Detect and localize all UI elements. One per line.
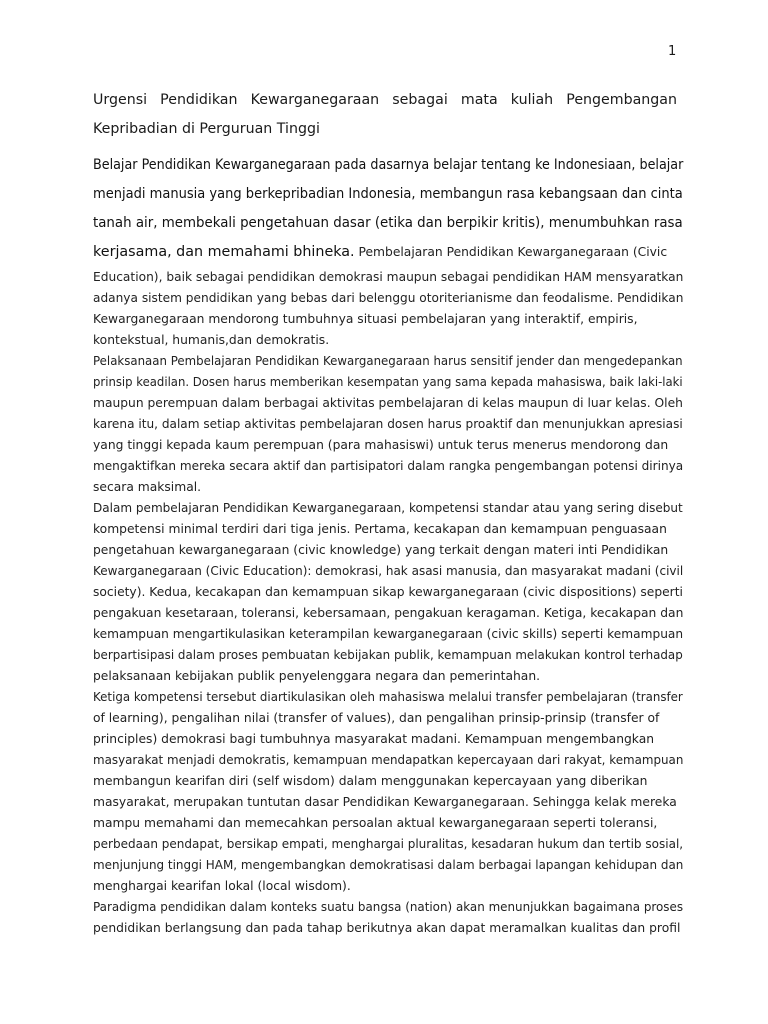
body-text-line [93,624,684,645]
line-text: Kewarganegaraan mendorong tumbuhnya situasi pembelajaran yang interaktif, empiris, [93,312,638,326]
line-text: mampu memahami dan memecahkan persoalan aktual kewarganegaraan seperti toleransi, [93,816,658,830]
line-text: menghargai kearifan lokal (local wisdom). [93,879,351,893]
line-text: masyarakat, merupakan tuntutan dasar Pendidikan Kewarganegaraan. Sehingga kelak mereka [93,795,677,809]
line-text: pengetahuan kewarganegaraan (civic knowledge) yang terkait dengan materi inti Pendidikan [93,543,669,557]
line-text: prinsip keadilan. Dosen harus memberikan kesempatan yang sama kepada mahasiswa, baik laki-laki [93,375,683,389]
line-text: mengaktifkan mereka secara aktif dan partisipatori dalam rangka pengembangan potensi dirinya [93,459,684,473]
lead-text-line [93,151,684,180]
body-text-line [93,582,682,603]
body-text-line [93,792,683,813]
body-text-line [93,351,683,372]
line-text: Pelaksanaan Pembelajaran Pendidikan Kewarganegaraan harus sensitif jender dan mengedepankan [93,354,683,368]
body-text-line [93,876,683,897]
body-text-line [93,645,683,666]
line-text: kemampuan mengartikulasikan keterampilan kewarganegaraan (civic skills) seperti kemampuan [93,627,684,641]
line-text: Belajar Pendidikan Kewarganegaraan pada dasarnya belajar tentang ke Indonesiaan, belajar [93,157,684,173]
body-text-line [93,666,683,687]
line-text: menjunjung tinggi HAM, mengembangkan demokratisasi dalam berbagai lapangan kehidupan dan [93,858,684,872]
line-text: maupun perempuan dalam berbagai aktivitas pembelajaran di kelas maupun di luar kelas. Oleh [93,396,683,410]
body-text-line [93,813,683,834]
body-text-line [93,456,684,477]
body-text-line [93,708,683,729]
body-text-line [93,330,683,351]
line-text: adanya sistem pendidikan yang bebas dari belenggu otoriterianisme dan feodalisme. Pendidikan [93,291,684,305]
body-text-line [93,771,683,792]
body-text-line [93,729,683,750]
line-text: Dalam pembelajaran Pendidikan Kewarganegaraan, kompetensi standar atau yang sering disebut [93,501,683,515]
body-text-line [93,687,683,708]
body-text-line [93,372,683,393]
body-text-line [93,393,682,414]
line-text: secara maksimal. [93,480,202,494]
body-text-line [93,855,684,876]
body-text-line [93,477,683,498]
body-text-line [93,540,683,561]
line-text: yang tinggi kepada kaum perempuan (para mahasiswi) untuk terus menerus mendorong dan [93,438,669,452]
line-text-continuation: Pembelajaran Pendidikan Kewarganegaraan (Civic [354,245,668,259]
body-text-line [93,918,683,939]
body-text-line [93,750,684,771]
line-text: menjadi manusia yang berkepribadian Indonesia, membangun rasa kebangsaan dan cinta [93,186,683,202]
line-text: Ketiga kompetensi tersebut diartikulasikan oleh mahasiswa melalui transfer pembelajaran (transfer [93,690,683,704]
line-text: pendidikan berlangsung dan pada tahap berikutnya akan dapat meramalkan kualitas dan profil [93,921,681,935]
lead-text-line [93,238,683,267]
body-text-line [93,309,683,330]
body-text-line [93,414,683,435]
line-text: kompetensi minimal terdiri dari tiga jenis. Pertama, kecakapan dan kemampuan penguasaan [93,522,667,536]
line-text: Paradigma pendidikan dalam konteks suatu bangsa (nation) akan menunjukkan bagaimana proses [93,900,684,914]
line-text: kontekstual, humanis,dan demokratis. [93,333,330,347]
body-text-line [93,603,683,624]
line-text: principles) demokrasi bagi tumbuhnya masyarakat madani. Kemampuan mengembangkan [93,732,655,746]
body-text-line [93,267,684,288]
line-text: membangun kearifan diri (self wisdom) dalam menggunakan kepercayaan yang diberikan [93,774,648,788]
line-text: kerjasama, dan memahami bhineka. [93,244,355,260]
body-text-line [93,834,684,855]
page-number: 1 [668,44,677,59]
body-text-line [93,435,683,456]
line-text: society). Kedua, kecakapan dan kemampuan sikap kewarganegaraan (civic dispositions) seperti [93,585,683,599]
line-text: Kewarganegaraan (Civic Education): demokrasi, hak asasi manusia, dan masyarakat madani (civil [93,564,684,578]
body-text-line [93,561,684,582]
line-text: perbedaan pendapat, bersikap empati, menghargai pluralitas, kesadaran hukum dan tertib sosial, [93,837,684,851]
body-text-line [93,519,683,540]
line-text: of learning), pengalihan nilai (transfer of values), dan pengalihan prinsip-prinsip (transfer of [93,711,660,725]
document-title: Urgensi Pendidikan Kewarganegaraan sebagai mata kuliah Pengembangan Kepribadian di Perguruan Tinggi [93,92,677,137]
lead-text-line [93,209,683,238]
body-text-line [93,498,683,519]
line-text: pengakuan kesetaraan, toleransi, kebersamaan, pengakuan keragaman. Ketiga, kecakapan dan [93,606,684,620]
line-text: pelaksanaan kebijakan publik penyelenggara negara dan pemerintahan. [93,669,541,683]
line-text: berpartisipasi dalam proses pembuatan kebijakan publik, kemampuan melakukan kontrol terhadap [93,648,683,662]
body-text [93,151,683,939]
body-text-line [93,897,684,918]
line-text: karena itu, dalam setiap aktivitas pembelajaran dosen harus proaktif dan menunjukkan apresiasi [93,417,683,431]
lead-text-line [93,180,683,209]
line-text: tanah air, membekali pengetahuan dasar (etika dan berpikir kritis), menumbuhkan rasa [93,215,683,231]
line-text: Education), baik sebagai pendidikan demokrasi maupun sebagai pendidikan HAM mensyaratkan [93,270,684,284]
line-text: masyarakat menjadi demokratis, kemampuan mendapatkan kepercayaan dari rakyat, kemampuan [93,753,684,767]
body-text-line [93,288,684,309]
